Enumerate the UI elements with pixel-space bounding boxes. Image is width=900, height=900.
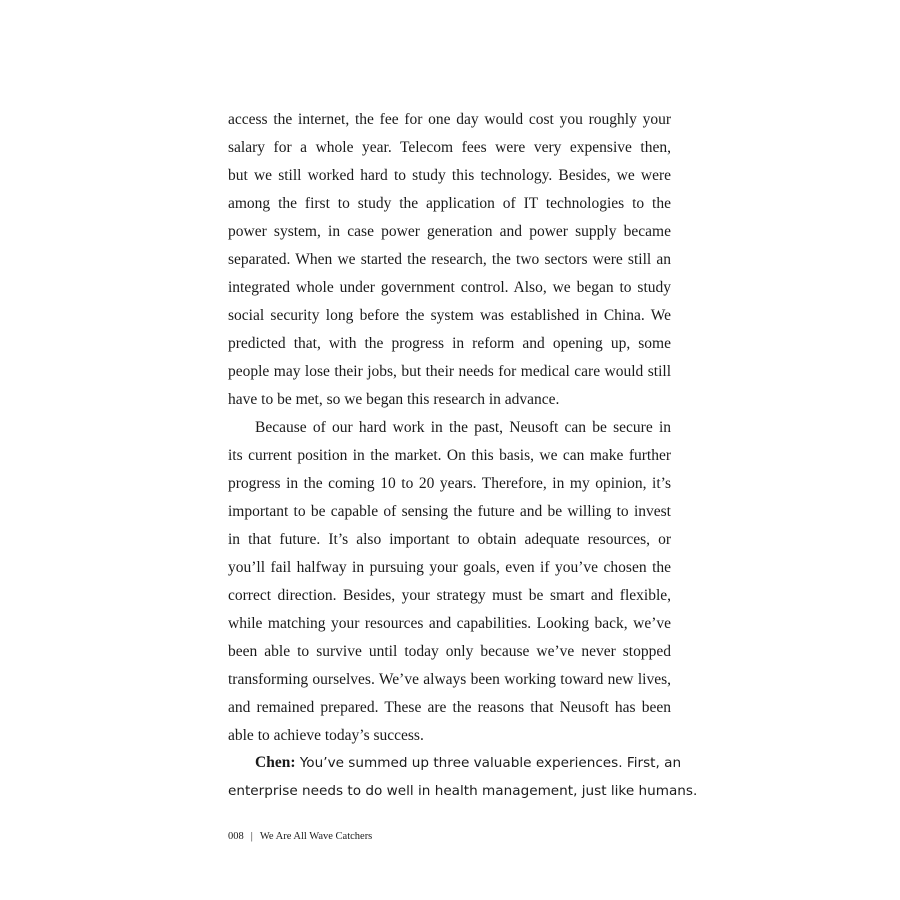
page-number: 008 [228,831,244,842]
paragraph-3-text: You’ve summed up three valuable experiences. First, an [299,755,682,771]
paragraph-1-line: access the internet, the fee for one day would cost you roughly your [228,111,671,128]
paragraph-1-line: people may lose their jobs, but their needs for medical care would still [228,363,671,380]
paragraph-3-line-1 [228,753,682,773]
paragraph-2-line: important to be capable of sensing the future and be willing to invest [228,503,671,520]
paragraph-1-line: have to be met, so we began this research in advance. [228,391,560,408]
paragraph-2-line: in that future. It’s also important to obtain adequate resources, or [228,531,671,548]
footer-separator: | [250,831,253,842]
paragraph-2-line: progress in the coming 10 to 20 years. Therefore, in my opinion, it’s [228,475,671,492]
paragraph-3-line-2: enterprise needs to do well in health management, just like humans. [228,783,698,799]
paragraph-2-line: Because of our hard work in the past, Neusoft can be secure in [255,419,671,436]
paragraph-1-line: power system, in case power generation and power supply became [228,223,671,240]
book-title: We Are All Wave Catchers [259,831,373,842]
paragraph-2-line: you’ll fail halfway in pursuing your goals, even if you’ve chosen the [228,559,671,576]
paragraph-1-line: social security long before the system was established in China. We [228,307,671,324]
paragraph-2-line: been able to survive until today only because we’ve never stopped [228,643,671,660]
page-footer [228,831,372,842]
paragraph-1-line: but we still worked hard to study this technology. Besides, we were [228,167,671,184]
paragraph-1-line: predicted that, with the progress in reform and opening up, some [228,335,671,352]
paragraph-1-line: among the first to study the application of IT technologies to the [228,195,671,212]
paragraph-2-line: its current position in the market. On this basis, we can make further [228,447,671,464]
paragraph-1-line: integrated whole under government control. Also, we began to study [228,279,671,296]
paragraph-1-line: salary for a whole year. Telecom fees were very expensive then, [228,139,671,156]
paragraph-2-line: while matching your resources and capabilities. Looking back, we’ve [228,615,671,632]
paragraph-1-line: separated. When we started the research, the two sectors were still an [228,251,671,268]
paragraph-2-line: able to achieve today’s success. [228,727,424,744]
paragraph-2-line: and remained prepared. These are the reasons that Neusoft has been [228,699,671,716]
speaker-label: Chen: [255,754,296,771]
paragraph-2-line: transforming ourselves. We’ve always been working toward new lives, [228,671,671,688]
paragraph-2-line: correct direction. Besides, your strategy must be smart and flexible, [228,587,671,604]
